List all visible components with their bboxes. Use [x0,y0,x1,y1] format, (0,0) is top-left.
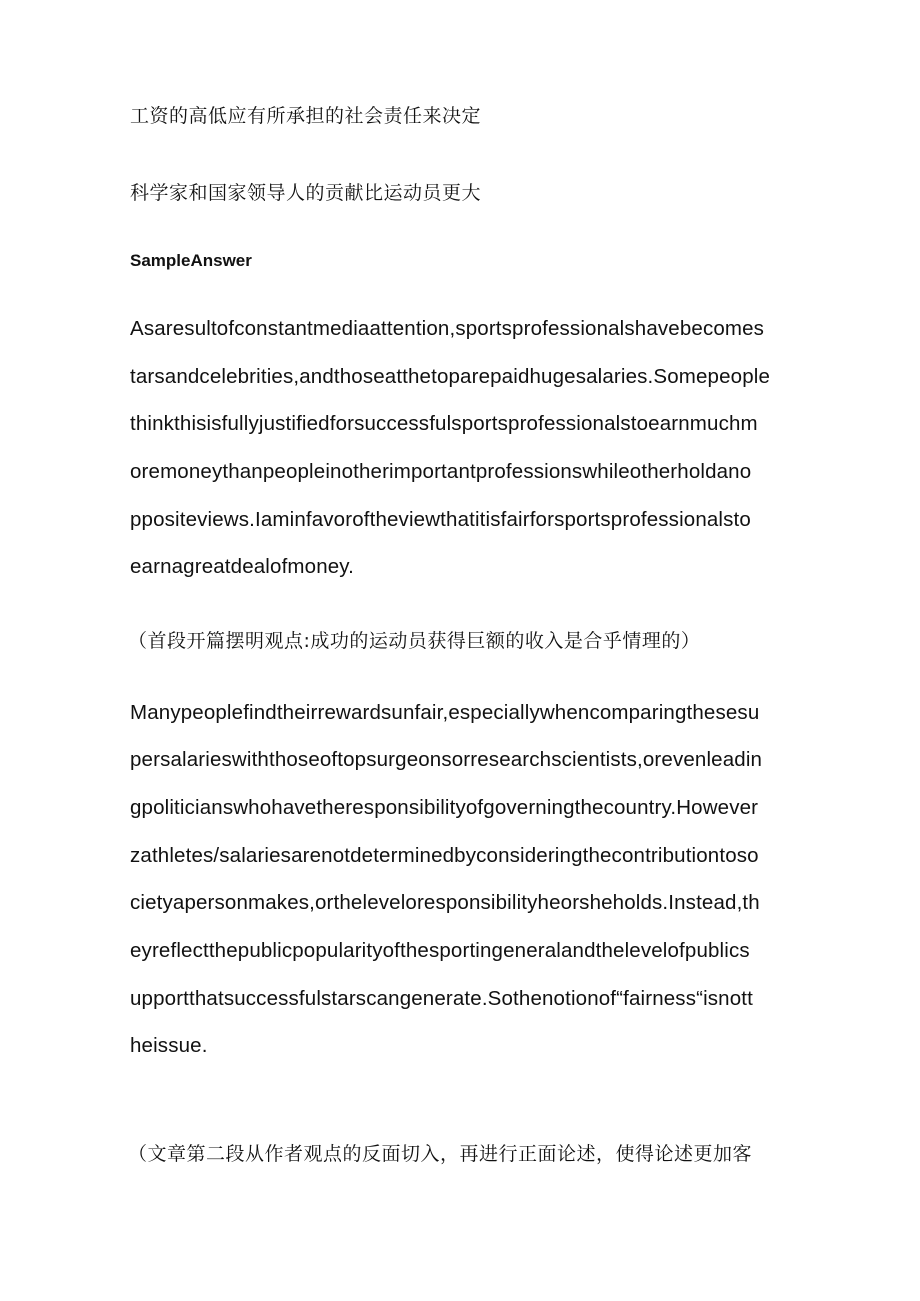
paragraph-2-line: persalarieswiththoseoftopsurgeonsorresearchscientists,orevenleadin [130,748,763,771]
heading-line-1: 工资的高低应有所承担的社会责任来决定 [130,105,482,127]
paragraph-1-line: earnagreatdealofmoney. [130,555,355,578]
paragraph-2-line: gpoliticianswhohavetheresponsibilityofgoverningthecountry.However [130,796,759,819]
note-2: （文章第二段从作者观点的反面切入，再进行正面论述，使得论述更加客 [128,1143,753,1165]
paragraph-2-line: upportthatsuccessfulstarscangenerate.Sothenotionof“fairness“isnott [130,987,753,1010]
paragraph-1-line: Asaresultofconstantmediaattention,sportsprofessionalshavebecomes [130,317,765,340]
heading-line-2: 科学家和国家领导人的贡献比运动员更大 [130,182,482,204]
paragraph-2-line: zathletes/salariesarenotdeterminedbyconsideringthecontributiontoso [130,844,759,867]
paragraph-1-line: thinkthisisfullyjustifiedforsuccessfulsportsprofessionalstoearnmuchm [130,412,758,435]
paragraph-2-line: heissue. [130,1034,208,1057]
section-label: SampleAnswer [130,251,252,270]
paragraph-2-line: Manypeoplefindtheirrewardsunfair,especiallywhencomparingthesesu [130,701,760,724]
paragraph-1-line: oremoneythanpeopleinotherimportantprofessionswhileotherholdano [130,460,752,483]
paragraph-1-line: ppositeviews.Iaminfavoroftheviewthatitisfairforsportsprofessionalsto [130,508,751,531]
note-1: （首段开篇摆明观点:成功的运动员获得巨额的收入是合乎情理的） [128,630,701,652]
paragraph-2-line: eyreflectthepublicpopularityofthesportingeneralandthelevelofpublics [130,939,750,962]
paragraph-2-line: cietyapersonmakes,ortheleveloresponsibilityheorsheholds.Instead,th [130,891,760,914]
paragraph-1-line: tarsandcelebrities,andthoseatthetoparepaidhugesalaries.Somepeople [130,365,770,388]
